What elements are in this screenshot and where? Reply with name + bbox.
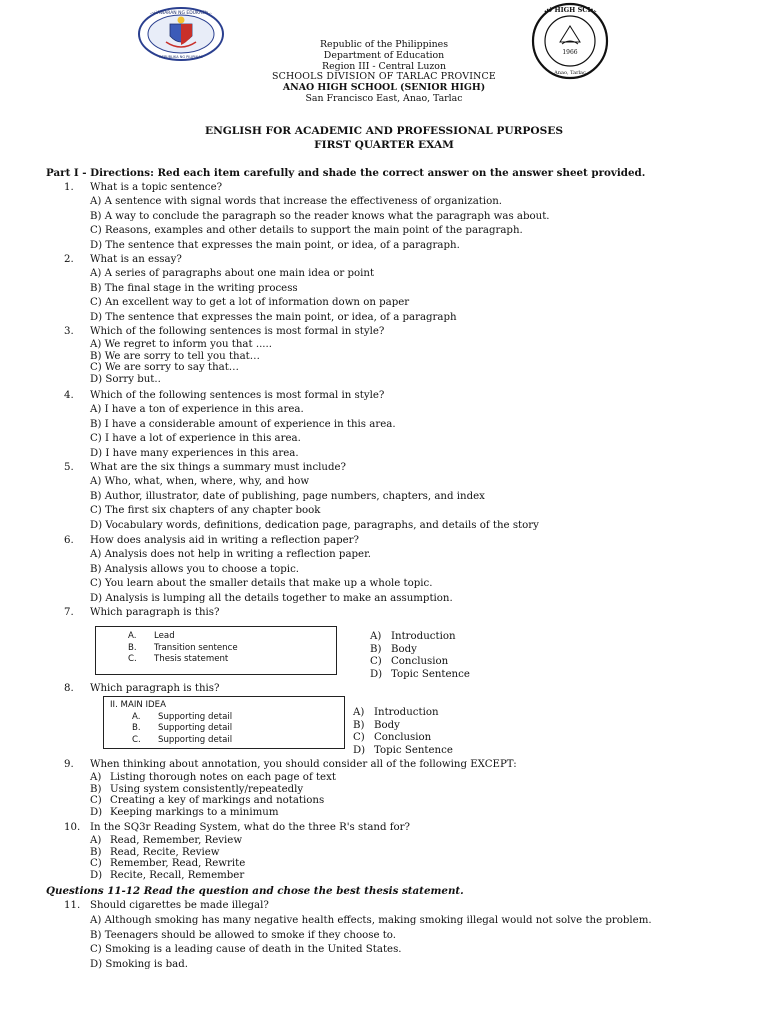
question-stem: 4. Which of the following sentences is most formal in style? bbox=[64, 390, 385, 401]
question-options bbox=[90, 475, 730, 533]
right-seal-year: 1966 bbox=[562, 49, 578, 56]
section-instructions: Questions 11-12 Read the question and chose the best thesis statement. bbox=[46, 885, 464, 897]
question-stem: 11. Should cigarettes be made illegal? bbox=[64, 900, 269, 911]
option: A) Read, Remember, Review bbox=[90, 835, 243, 846]
option: A) Introduction bbox=[370, 631, 456, 642]
question-options bbox=[90, 339, 730, 385]
option: A) Introduction bbox=[353, 707, 439, 718]
option: D) Keeping markings to a minimum bbox=[90, 806, 279, 818]
letterhead-line: SCHOOLS DIVISION OF TARLAC PROVINCE bbox=[272, 71, 496, 83]
question-stem: 1. What is a topic sentence? bbox=[64, 182, 223, 193]
option: C) Smoking is a leading cause of death in the United States. bbox=[90, 944, 402, 956]
directions: Part I - Directions: Red each item carefully and shade the correct answer on the answer sheet provided. bbox=[46, 167, 646, 179]
left-seal-top-text: KAGAWARAN NG EDUKASYON bbox=[147, 11, 215, 16]
option: D) Topic Sentence bbox=[353, 744, 453, 756]
option: D) The sentence that expresses the main point, or idea, of a paragraph bbox=[90, 311, 457, 323]
option: A) We regret to inform you that ..... bbox=[90, 339, 273, 350]
outline-row: C. Supporting detail bbox=[132, 734, 233, 745]
outline-row: B. Transition sentence bbox=[128, 642, 238, 653]
option: B) Analysis allows you to choose a topic. bbox=[90, 563, 300, 575]
outline-heading: II. MAIN IDEA bbox=[110, 700, 166, 710]
option: D) The sentence that expresses the main point, or idea, of a paragraph. bbox=[90, 239, 460, 251]
left-seal-bottom-text: REPUBLIKA NG PILIPINAS bbox=[159, 55, 203, 59]
right-seal-bottom-text: Anao, Tarlac bbox=[554, 70, 586, 76]
outline-row: A. Supporting detail bbox=[132, 711, 233, 722]
school-name: ANAO HIGH SCHOOL (SENIOR HIGH) bbox=[282, 82, 486, 94]
question-stem: 7. Which paragraph is this? bbox=[64, 607, 220, 618]
question-stem: 10. In the SQ3r Reading System, what do the three R's stand for? bbox=[64, 822, 410, 833]
outline-row: A. Lead bbox=[128, 631, 175, 641]
option: B) The final stage in the writing process bbox=[90, 282, 298, 294]
question-stem: 5. What are the six things a summary must include? bbox=[64, 462, 347, 473]
school-address: San Francisco East, Anao, Tarlac bbox=[305, 92, 463, 104]
option: B) Author, illustrator, date of publishing, page numbers, chapters, and index bbox=[90, 490, 485, 502]
outline-row: C. Thesis statement bbox=[128, 654, 229, 664]
paragraph-outline-box bbox=[103, 696, 345, 749]
question-stem: 9. When thinking about annotation, you should consider all of the following EXCEPT: bbox=[64, 759, 517, 770]
option: A) Listing thorough notes on each page of text bbox=[90, 772, 336, 783]
option: B) Using system consistently/repeatedly bbox=[90, 783, 304, 795]
letterhead bbox=[0, 40, 768, 105]
option: C) You learn about the smaller details that make up a whole topic. bbox=[90, 578, 433, 590]
question-options bbox=[90, 835, 730, 881]
option: A) Who, what, when, where, why, and how bbox=[90, 476, 310, 487]
option: B) Body bbox=[353, 719, 400, 731]
option: B) Body bbox=[370, 643, 417, 655]
option: C) Reasons, examples and other details to support the main point of the paragraph. bbox=[90, 225, 523, 237]
option: C) Creating a key of markings and notations bbox=[90, 795, 325, 806]
exam-title-line2: FIRST QUARTER EXAM bbox=[314, 139, 454, 151]
option: A) Although smoking has many negative health effects, making smoking illegal would not solve the problem. bbox=[90, 915, 652, 926]
option: B) I have a considerable amount of experience in this area. bbox=[90, 418, 396, 430]
option: D) Sorry but.. bbox=[90, 373, 161, 385]
option: C) Conclusion bbox=[370, 656, 449, 668]
question-options bbox=[90, 914, 730, 972]
exam-title-line1: ENGLISH FOR ACADEMIC AND PROFESSIONAL PURPOSES bbox=[205, 125, 563, 137]
exam-title bbox=[0, 124, 768, 152]
option: D) Recite, Recall, Remember bbox=[90, 869, 245, 881]
option: B) Read, Recite, Review bbox=[90, 846, 220, 858]
option: A) A series of paragraphs about one main idea or point bbox=[90, 268, 375, 279]
outline-row: B. Supporting detail bbox=[132, 723, 233, 733]
question-options bbox=[90, 403, 730, 461]
paragraph-outline-box bbox=[95, 626, 337, 675]
question-options bbox=[90, 548, 730, 606]
option: D) Topic Sentence bbox=[370, 668, 470, 680]
option: C) Remember, Read, Rewrite bbox=[90, 858, 246, 869]
question-options bbox=[90, 195, 730, 253]
option: B) A way to conclude the paragraph so the reader knows what the paragraph was about. bbox=[90, 210, 550, 222]
option: D) Vocabulary words, definitions, dedication page, paragraphs, and details of the story bbox=[90, 519, 539, 531]
question-stem: 3. Which of the following sentences is most formal in style? bbox=[64, 326, 385, 337]
option: D) Analysis is lumping all the details together to make an assumption. bbox=[90, 592, 453, 604]
letterhead-line: Region III - Central Luzon bbox=[322, 60, 446, 72]
question-options bbox=[90, 267, 730, 325]
option: B) Teenagers should be allowed to smoke if they choose to. bbox=[90, 929, 396, 941]
option: A) Analysis does not help in writing a reflection paper. bbox=[90, 549, 372, 560]
question-stem: 6. How does analysis aid in writing a reflection paper? bbox=[64, 535, 359, 546]
option: A) I have a ton of experience in this area. bbox=[90, 404, 304, 415]
option: C) The first six chapters of any chapter book bbox=[90, 505, 321, 517]
option: B) We are sorry to tell you that… bbox=[90, 350, 260, 362]
option: D) Smoking is bad. bbox=[90, 958, 188, 970]
letterhead-line: Department of Education bbox=[323, 49, 445, 61]
option: C) Conclusion bbox=[353, 732, 432, 744]
option: D) I have many experiences in this area. bbox=[90, 447, 299, 459]
question-stem: 8. Which paragraph is this? bbox=[64, 683, 220, 694]
option: A) A sentence with signal words that increase the effectiveness of organization. bbox=[90, 196, 503, 207]
question-options bbox=[90, 772, 730, 818]
option: C) An excellent way to get a lot of information down on paper bbox=[90, 297, 410, 309]
letterhead-line: Republic of the Philippines bbox=[319, 39, 449, 50]
option: C) I have a lot of experience in this area. bbox=[90, 433, 301, 445]
question-options bbox=[370, 631, 470, 681]
option: C) We are sorry to say that… bbox=[90, 362, 239, 373]
question-stem: 2. What is an essay? bbox=[64, 254, 182, 265]
right-seal-top-text: ANAO HIGH SCHOOL bbox=[530, 6, 610, 14]
question-options bbox=[353, 707, 453, 757]
